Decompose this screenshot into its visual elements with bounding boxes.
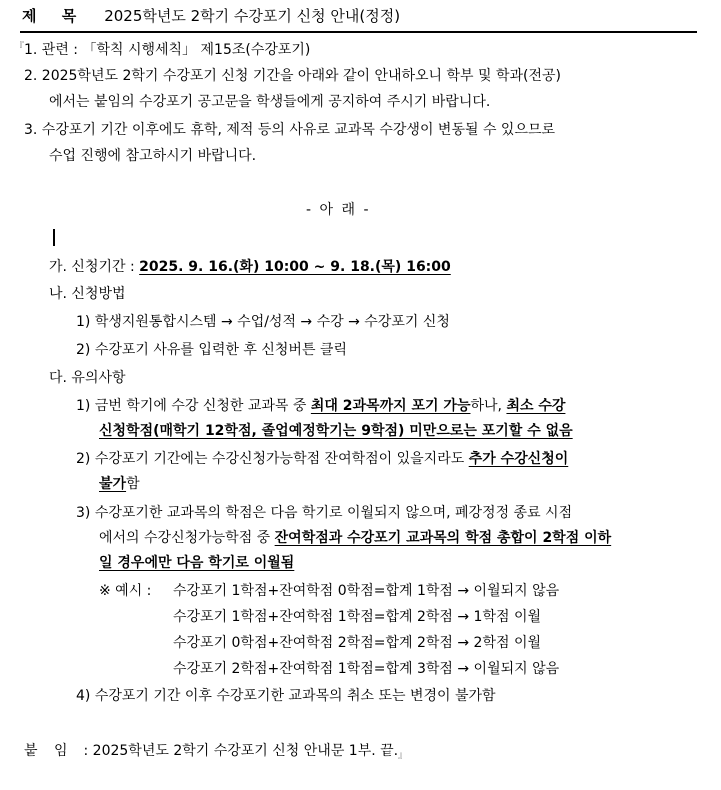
note-3-text-b: 에서의 수강신청가능학점 중: [99, 530, 275, 546]
note-4: 4) 수강포기 기간 이후 수강포기한 교과목의 취소 또는 변경이 불가함: [76, 688, 496, 704]
period-label: 가. 신청기간 :: [49, 259, 140, 275]
note-1-emphasis-max: 최대 2과목까지 포기 가능: [310, 398, 471, 414]
note-3-emphasis: 잔여학점과 수강포기 교과목의 학점 총합이 2학점 이하: [274, 530, 612, 546]
note-2-emphasis: 추가 수강신청이: [468, 451, 569, 467]
intro-line-1: 1. 관련 : 「학칙 시행세칙」 제15조(수강포기): [24, 42, 311, 58]
method-heading: 나. 신청방법: [49, 286, 126, 302]
intro-line-3: 3. 수강포기 기간 이후에도 휴학, 제적 등의 사유로 교과목 수강생이 변동될 수 있으므로: [24, 122, 556, 138]
note-3-line-2: [99, 528, 611, 548]
example-4: 수강포기 2학점+잔여학점 1학점=합계 3학점 → 이월되지 않음: [173, 661, 560, 677]
title-rule: [20, 31, 697, 33]
note-2-line-1: [76, 449, 568, 469]
note-1-number: 1): [76, 398, 91, 414]
note-2-emphasis-end: 불가: [99, 476, 127, 492]
method-item-1: 1) 학생지원통합시스템 → 수업/성적 → 수강 → 수강포기 신청: [76, 314, 450, 330]
note-2-text-end: 함: [126, 476, 140, 492]
note-3-text-a: 수강포기한 교과목의 학점은 다음 학기로 이월되지 않으며, 폐강정정 종료 시점: [94, 505, 573, 521]
example-1: 수강포기 1학점+잔여학점 0학점=합계 1학점 → 이월되지 않음: [173, 583, 560, 599]
close-mark: 』: [398, 751, 408, 761]
method-item-2: 2) 수강포기 사유를 입력한 후 신청버튼 클릭: [76, 342, 347, 358]
notes-heading: 다. 유의사항: [49, 370, 126, 386]
intro-line-3b: 수업 진행에 참고하시기 바랍니다.: [49, 148, 257, 164]
document-title-row: [22, 6, 400, 26]
below-heading: - 아 래 -: [306, 202, 371, 218]
note-1-line-2: 신청학점(매학기 12학점, 졸업예정학기는 9학점) 미만으로는 포기할 수 없음: [99, 423, 573, 439]
open-mark: 『: [14, 42, 24, 53]
example-2: 수강포기 1학점+잔여학점 1학점=합계 2학점 → 1학점 이월: [173, 609, 542, 625]
example-3: 수강포기 0학점+잔여학점 2학점=합계 2학점 → 2학점 이월: [173, 635, 542, 651]
note-2-line-2: [99, 474, 140, 494]
attachment-label: 붙 임: [24, 743, 74, 759]
intro-line-2: 2. 2025학년도 2학기 수강포기 신청 기간을 아래와 같이 안내하오니 학부 및 학과(전공): [24, 68, 562, 84]
note-3-line-3: 일 경우에만 다음 학기로 이월됨: [99, 555, 295, 571]
note-1-line-1: [76, 396, 565, 416]
period-value: 2025. 9. 16.(화) 10:00 ~ 9. 18.(목) 16:00: [139, 259, 451, 275]
text-cursor: [53, 229, 55, 246]
attachment-text: : 2025학년도 2학기 수강포기 신청 안내문 1부. 끝.: [83, 743, 399, 759]
note-1-text-c: 하나,: [470, 398, 507, 414]
note-1-emphasis-min: 최소 수강: [506, 398, 566, 414]
subject-label: 제 목: [22, 7, 87, 25]
note-3-line-1: [76, 503, 572, 523]
note-1-text-a: 금번 학기에 수강 신청한 교과목 중: [94, 398, 311, 414]
example-label: ※ 예시 :: [99, 583, 152, 599]
note-2-text-a: 수강포기 기간에는 수강신청가능학점 잔여학점이 있을지라도: [94, 451, 469, 467]
subject-text: 2025학년도 2학기 수강포기 신청 안내(정정): [104, 7, 401, 25]
note-2-number: 2): [76, 451, 91, 467]
attachment-line: [24, 741, 407, 766]
period-line: [49, 257, 451, 277]
note-3-number: 3): [76, 505, 91, 521]
intro-line-2b: 에서는 붙임의 수강포기 공고문을 학생들에게 공지하여 주시기 바랍니다.: [49, 94, 491, 110]
